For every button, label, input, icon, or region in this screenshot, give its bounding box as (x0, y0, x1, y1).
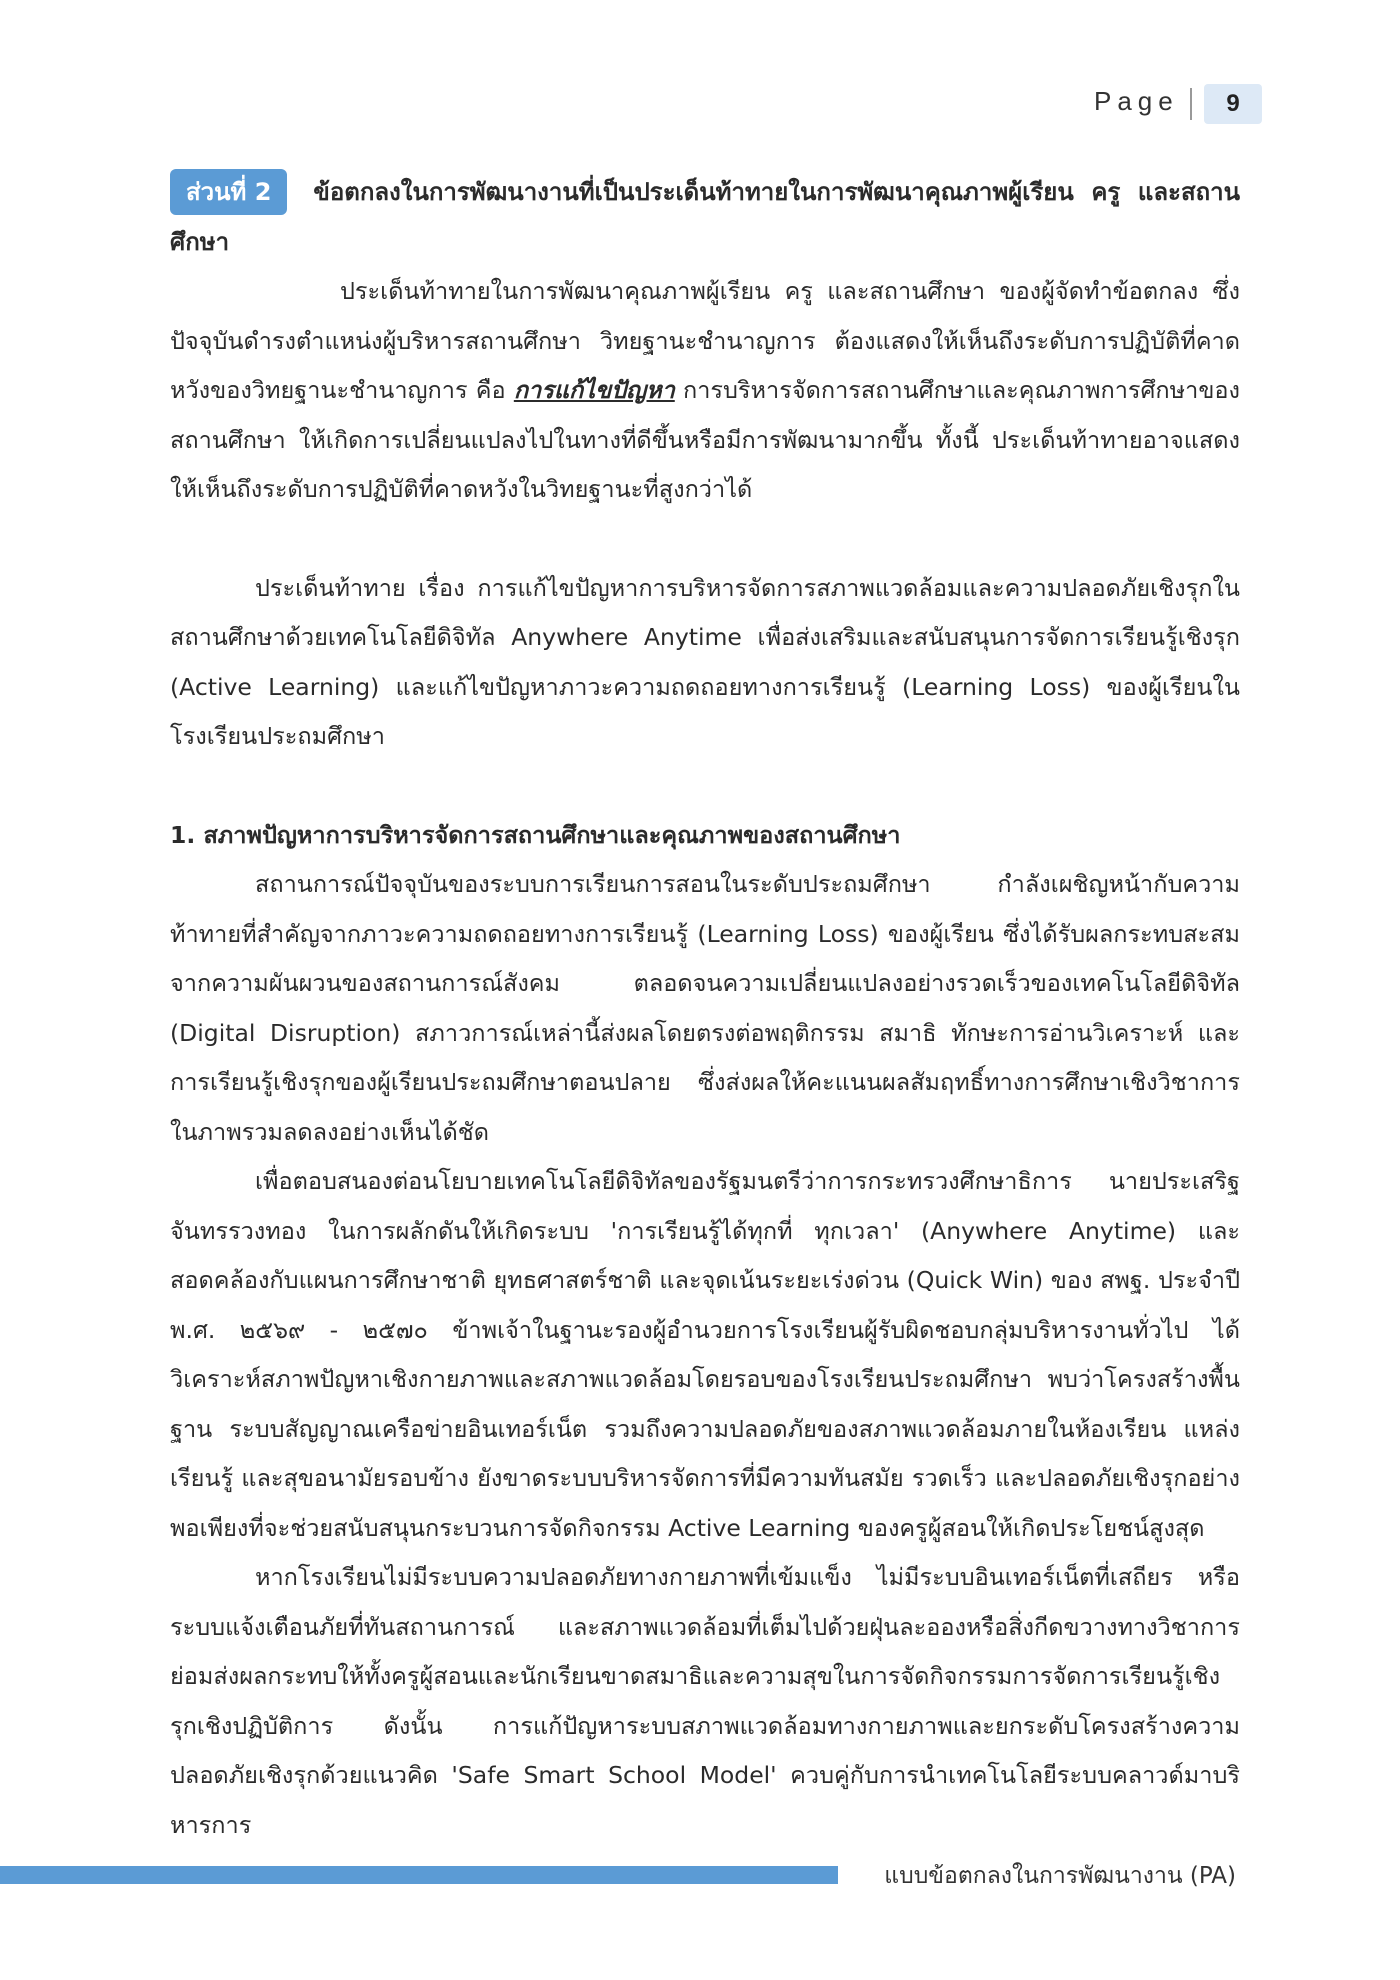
page-number: 9 (1204, 84, 1262, 124)
topic-heading: 1. สภาพปัญหาการบริหารจัดการสถานศึกษาและคุณภาพของสถานศึกษา (170, 820, 901, 849)
challenge-paragraph: ประเด็นท้าทาย เรื่อง การแก้ไขปัญหาการบริหารจัดการสภาพแวดล้อมและความปลอดภัยเชิงรุกในสถานศึกษาด้วยเทคโนโลยีดิจิทัล Anywhere Anytime เพื่อส่งเสริมและสนับสนุนการจัดการเรียนรู้เชิงรุก (Active Learning) และแก้ไขปัญหาภาวะความถดถอยทางการเรียนรู้ (Learning Loss) ของผู้เรียนในโรงเรียนประถมศึกษา (170, 573, 1240, 750)
topic-paragraph: หากโรงเรียนไม่มีระบบความปลอดภัยทางกายภาพที่เข้มแข็ง ไม่มีระบบอินเทอร์เน็ตที่เสถียร หรือระบบแจ้งเตือนภัยที่ทันสถานการณ์ และสภาพแวดล้อมที่เต็มไปด้วยฝุ่นละอองหรือสิ่งกีดขวางทางวิชาการย่อมส่งผลกระทบให้ทั้งครูผู้สอนและนักเรียนขาดสมาธิและความสุขในการจัดกิจกรรมการจัดการเรียนรู้เชิงรุกเชิงปฏิบัติการ ดังนั้น การแก้ปัญหาระบบสภาพแวดล้อมทางกายภาพและยกระดับโครงสร้างความปลอดภัยเชิงรุกด้วยแนวคิด 'Safe Smart School Model' ควบคู่กับการนำเทคโนโลยีระบบคลาวด์มาบริหารการ (170, 1563, 1240, 1839)
page-divider (1190, 88, 1192, 120)
document-body (170, 168, 1240, 1850)
footer-bar (0, 1866, 838, 1884)
intro-text-1: ประเด็นท้าทายในการพัฒนาคุณภาพผู้เรียน ครู และสถานศึกษา ของผู้จัดทำข้อตกลง ซึ่งปัจจุบันดำรงตำแหน่งผู้บริหารสถานศึกษา วิทยฐานะชำนาญการ ต้องแสดงให้เห็นถึงระดับการปฏิบัติที่คาดหวังของวิทยฐานะชำนาญการ คือ (170, 277, 1240, 404)
intro-paragraph (170, 267, 1240, 515)
topic-paragraph: เพื่อตอบสนองต่อนโยบายเทคโนโลยีดิจิทัลของรัฐมนตรีว่าการกระทรวงศึกษาธิการ นายประเสริฐ จันทรรวงทอง ในการผลักดันให้เกิดระบบ 'การเรียนรู้ได้ทุกที่ ทุกเวลา' (Anywhere Anytime) และสอดคล้องกับแผนการศึกษาชาติ ยุทธศาสตร์ชาติ และจุดเน้นระยะเร่งด่วน (Quick Win) ของ สพฐ. ประจำปี พ.ศ. ๒๕๖๙ - ๒๕๗๐ ข้าพเจ้าในฐานะรองผู้อำนวยการโรงเรียนผู้รับผิดชอบกลุ่มบริหารงานทั่วไป ได้วิเคราะห์สภาพปัญหาเชิงกายภาพและสภาพแวดล้อมโดยรอบของโรงเรียนประถมศึกษา พบว่าโครงสร้างพื้นฐาน ระบบสัญญาณเครือข่ายอินเทอร์เน็ต รวมถึงความปลอดภัยของสภาพแวดล้อมภายในห้องเรียน แหล่งเรียนรู้ และสุขอนามัยรอบข้าง ยังขาดระบบบริหารจัดการที่มีความทันสมัย รวดเร็ว และปลอดภัยเชิงรุกอย่างพอเพียงที่จะช่วยสนับสนุนกระบวนการจัดกิจกรรม Active Learning ของครูผู้สอนให้เกิดประโยชน์สูงสุด (170, 1167, 1240, 1542)
section-title: ข้อตกลงในการพัฒนางานที่เป็นประเด็นท้าทายในการพัฒนาคุณภาพผู้เรียน ครู และสถานศึกษา (170, 178, 1240, 256)
section-badge: ส่วนที่ 2 (170, 169, 287, 215)
section-heading (170, 168, 1240, 267)
spacer (170, 515, 1240, 564)
spacer (170, 762, 1240, 811)
intro-keyword: การแก้ไขปัญหา (513, 376, 675, 404)
intro-text-2: การบริหารจัดการสถานศึกษาและคุณภาพการศึกษาของสถานศึกษา ให้เกิดการเปลี่ยนแปลงไปในทางที่ดีขึ้นหรือมีการพัฒนามากขึ้น ทั้งนี้ ประเด็นท้าทายอาจแสดงให้เห็นถึงระดับการปฏิบัติที่คาดหวังในวิทยฐานะที่สูงกว่าได้ (170, 376, 1240, 503)
page-label: Page (1094, 86, 1179, 116)
footer-text: แบบข้อตกลงในการพัฒนางาน (PA) (884, 1863, 1236, 1889)
topic-paragraph: สถานการณ์ปัจจุบันของระบบการเรียนการสอนในระดับประถมศึกษา กำลังเผชิญหน้ากับความท้าทายที่สำคัญจากภาวะความถดถอยทางการเรียนรู้ (Learning Loss) ของผู้เรียน ซึ่งได้รับผลกระทบสะสมจากความผันผวนของสถานการณ์สังคม ตลอดจนความเปลี่ยนแปลงอย่างรวดเร็วของเทคโนโลยีดิจิทัล (Digital Disruption) สภาวการณ์เหล่านี้ส่งผลโดยตรงต่อพฤติกรรม สมาธิ ทักษะการอ่านวิเคราะห์ และการเรียนรู้เชิงรุกของผู้เรียนประถมศึกษาตอนปลาย ซึ่งส่งผลให้คะแนนผลสัมฤทธิ์ทางการศึกษาเชิงวิชาการในภาพรวมลดลงอย่างเห็นได้ชัด (170, 870, 1240, 1146)
